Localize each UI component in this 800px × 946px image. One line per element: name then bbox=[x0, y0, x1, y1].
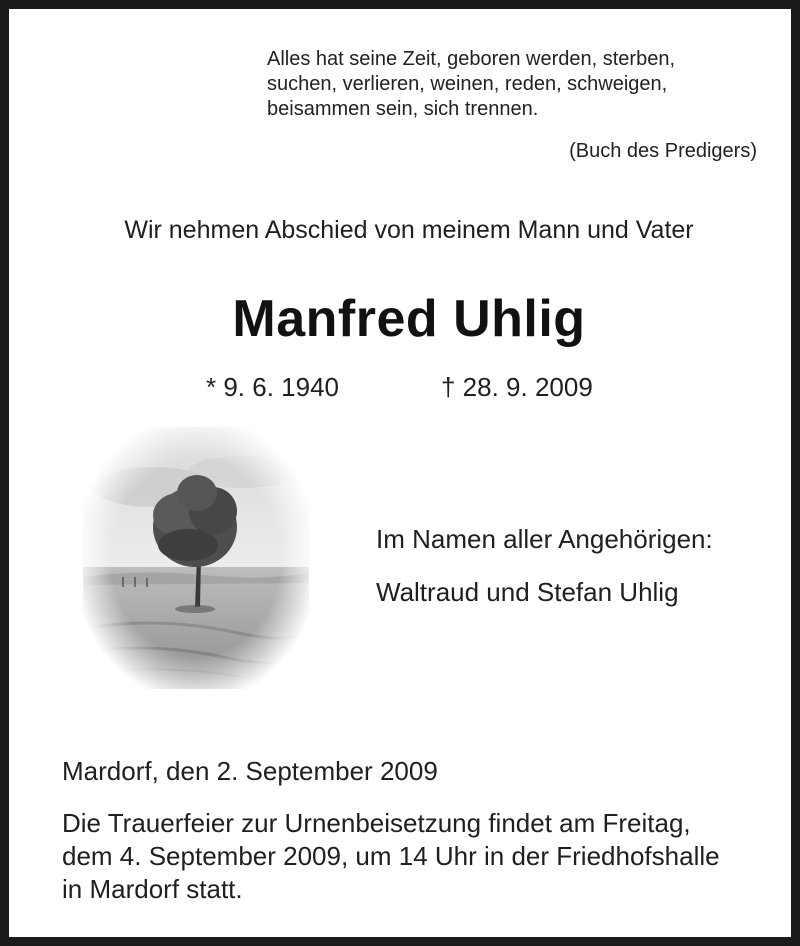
signoff-names: Waltraud und Stefan Uhlig bbox=[376, 577, 679, 607]
quote-block bbox=[267, 47, 767, 122]
tree-landscape-image bbox=[83, 427, 309, 689]
deceased-name: Manfred Uhlig bbox=[232, 290, 586, 348]
farewell-intro: Wir nehmen Abschied von meinem Mann und Vater bbox=[124, 216, 694, 244]
quote-line: suchen, verlieren, weinen, reden, schweigen, bbox=[267, 73, 668, 95]
ceremony-line: Die Trauerfeier zur Urnenbeisetzung findet am Freitag, bbox=[62, 808, 691, 838]
death-date: † 28. 9. 2009 bbox=[441, 372, 593, 402]
ceremony-line: in Mardorf statt. bbox=[62, 874, 243, 904]
ceremony-info bbox=[62, 807, 782, 906]
birth-date: * 9. 6. 1940 bbox=[206, 372, 339, 402]
signoff-heading: Im Namen aller Angehörigen: bbox=[376, 524, 713, 554]
quote-line: Alles hat seine Zeit, geboren werden, sterben, bbox=[267, 48, 676, 70]
place-date: Mardorf, den 2. September 2009 bbox=[62, 756, 438, 786]
quote-source: (Buch des Predigers) bbox=[569, 140, 757, 162]
quote-line: beisammen sein, sich trennen. bbox=[267, 98, 539, 120]
ceremony-line: dem 4. September 2009, um 14 Uhr in der Friedhofshalle bbox=[62, 841, 720, 871]
